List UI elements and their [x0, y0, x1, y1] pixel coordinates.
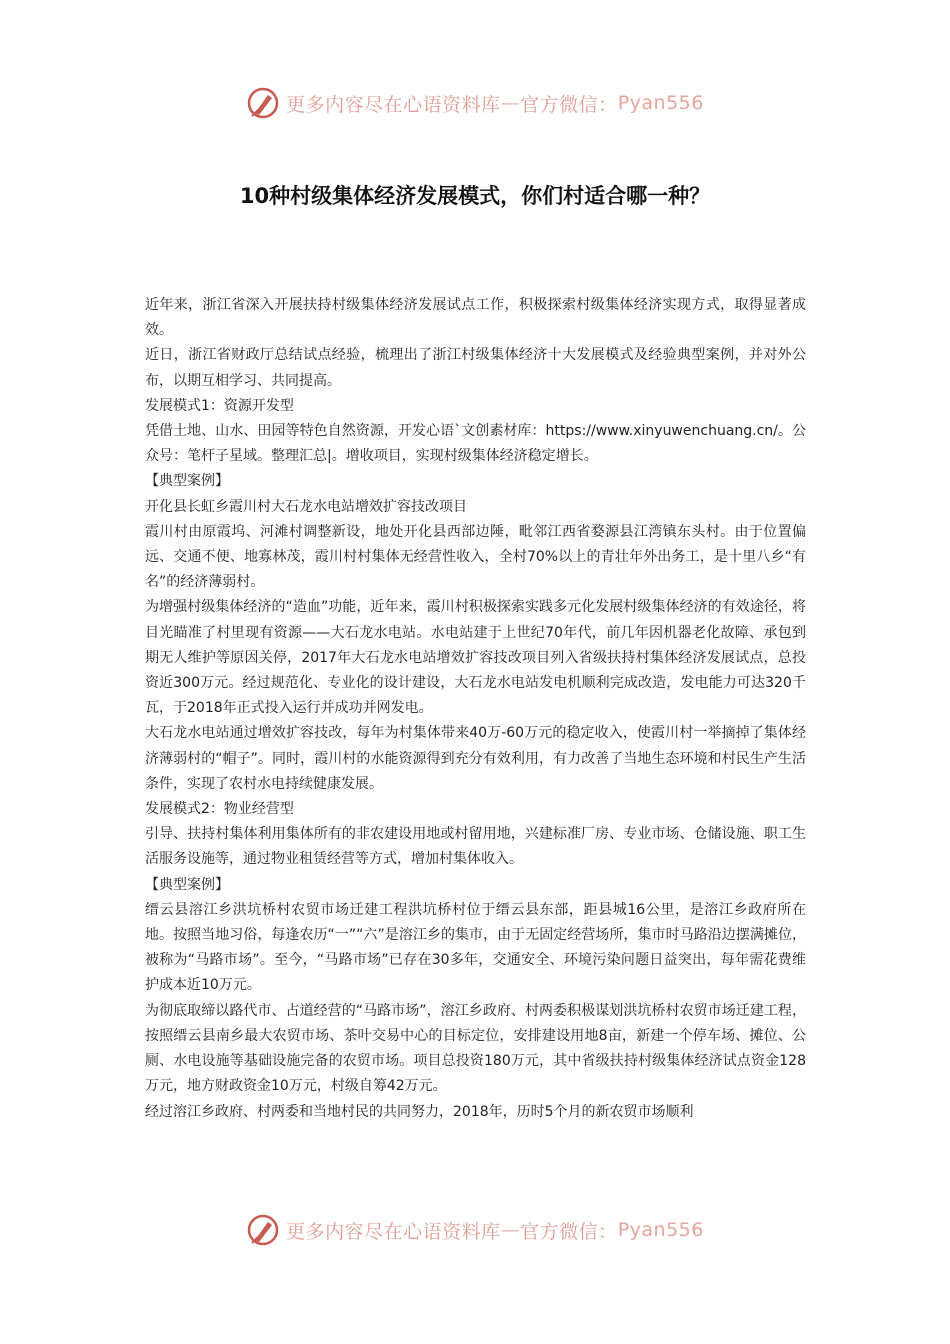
- page-title: 10种村级集体经济发展模式，你们村适合哪一种？: [239, 184, 711, 208]
- case-label: 【典型案例】: [145, 876, 229, 893]
- header-watermark: [0, 83, 950, 123]
- paragraph: 为增强村级集体经济的“造血”功能，近年来，霞川村积极探索实践多元化发展村级集体经济的有效途径，将目光瞄准了村里现有资源——大石龙水电站。水电站建于上世纪70年代，前几年因机器老化故障、承包到期无人维护等原因关停，2017年大石龙水电站增效扩容技改项目列入省级扶持村集体经济发展试点，总投资近300万元。经过规范化、专业化的设计建设，大石龙水电站发电机顺利完成改造，发电能力可达320千瓦，于2018年正式投入运行并成功并网发电。: [145, 599, 806, 717]
- quill-logo-icon: [246, 86, 280, 120]
- watermark-wechat-id: Pyan556: [617, 92, 704, 114]
- watermark-brand: 更多内容尽在心语资料库: [286, 93, 501, 116]
- section-heading: 发展模式2：物业经营型: [145, 801, 294, 818]
- case-title: 开化县长虹乡霞川村大石龙水电站增效扩容技改项目: [145, 498, 467, 515]
- section-heading: 发展模式1：资源开发型: [145, 397, 294, 414]
- footer-watermark: [0, 1210, 950, 1250]
- watermark-brand: 更多内容尽在心语资料库: [286, 1220, 501, 1243]
- paragraph: 近日，浙江省财政厅总结试点经验，梳理出了浙江村级集体经济十大发展模式及经验典型案例，并对外公布，以期互相学习、共同提高。: [145, 347, 806, 389]
- paragraph: 引导、扶持村集体利用集体所有的非农建设用地或村留用地，兴建标准厂房、专业市场、仓储设施、职工生活服务设施等，通过物业租赁经营等方式，增加村集体收入。: [145, 826, 806, 868]
- paragraph: 缙云县溶江乡洪坑桥村农贸市场迁建工程洪坑桥村位于缙云县东部，距县城16公里，是溶江乡政府所在地。按照当地习俗，每逢农历“一”“六”是溶江乡的集市，由于无固定经营场所，集市时马路沿边摆满摊位，被称为“马路市场”。至今，“马路市场”已存在30多年，交通安全、环境污染问题日益突出，每年需花费维护成本近10万元。: [145, 901, 806, 994]
- watermark-wechat-id: Pyan556: [617, 1219, 704, 1241]
- paragraph: 经过溶江乡政府、村两委和当地村民的共同努力，2018年，历时5个月的新农贸市场顺利: [145, 1103, 694, 1120]
- paragraph: 大石龙水电站通过增效扩容技改，每年为村集体带来40万-60万元的稳定收入，使霞川村一举摘掉了集体经济薄弱村的“帽子”。同时，霞川村的水能资源得到充分有效利用，有力改善了当地生态环境和村民生产生活条件，实现了农村水电持续健康发展。: [145, 725, 806, 792]
- case-label: 【典型案例】: [145, 473, 229, 490]
- watermark-official-label: 官方微信：: [520, 1220, 618, 1243]
- paragraph: 凭借土地、山水、田园等特色自然资源，开发心语`文创素材库：https://www.xinyuwenchuang.cn/。公众号：笔杆子星域。整理汇总|。增收项目，实现村级集体经济稳定增长。: [145, 423, 806, 465]
- watermark-separator: —: [500, 92, 521, 114]
- article-body: [145, 293, 806, 1125]
- paragraph: 近年来，浙江省深入开展扶持村级集体经济发展试点工作，积极探索村级集体经济实现方式，取得显著成效。: [145, 297, 806, 339]
- watermark-separator: —: [500, 1219, 521, 1241]
- paragraph: 为彻底取缔以路代市、占道经营的“马路市场”，溶江乡政府、村两委积极谋划洪坑桥村农贸市场迁建工程，按照缙云县南乡最大农贸市场、茶叶交易中心的目标定位，安排建设用地8亩，新建一个停车场、摊位、公厕、水电设施等基础设施完备的农贸市场。项目总投资180万元，其中省级扶持村级集体经济试点资金128万元，地方财政资金10万元，村级自筹42万元。: [145, 1002, 806, 1095]
- paragraph: 霞川村由原霞坞、河滩村调整新设，地处开化县西部边陲，毗邻江西省婺源县江湾镇东头村。由于位置偏远、交通不便、地寡林茂，霞川村村集体无经营性收入，全村70%以上的青壮年外出务工，是十里八乡“有名”的经济薄弱村。: [145, 523, 806, 591]
- watermark-official-label: 官方微信：: [520, 93, 618, 116]
- quill-logo-icon: [246, 1213, 280, 1247]
